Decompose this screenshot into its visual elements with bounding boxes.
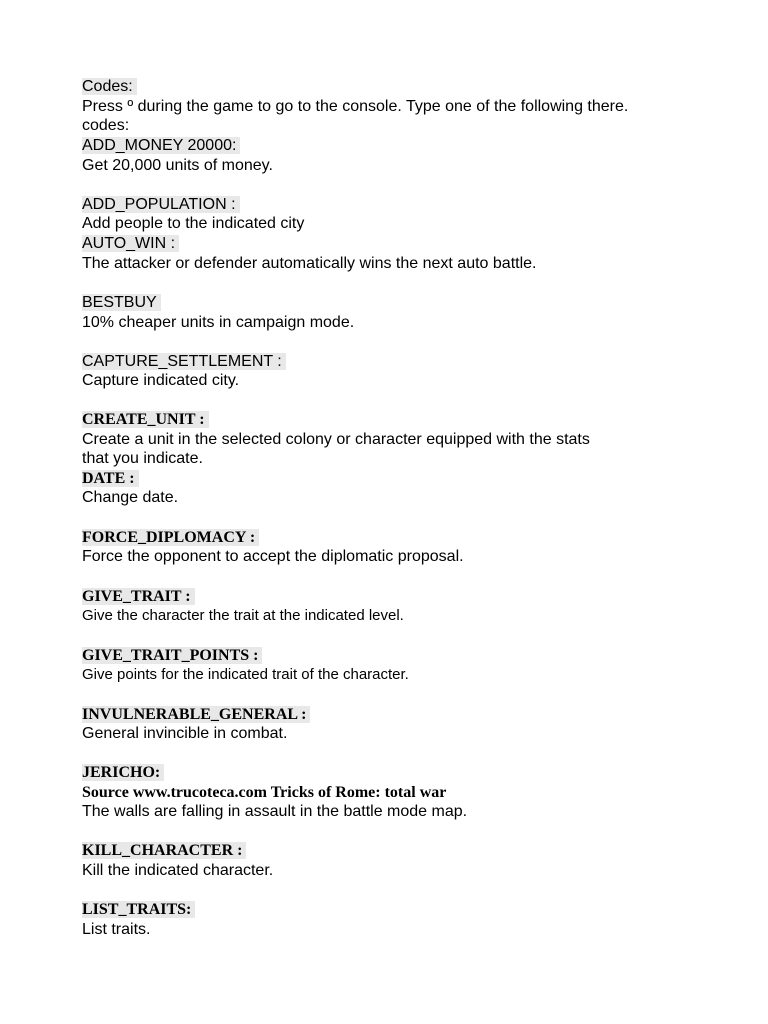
code-capture-settlement-description: Capture indicated city. xyxy=(82,372,240,389)
code-invulnerable-general-description: General invincible in combat. xyxy=(82,725,288,742)
code-give-trait: GIVE_TRAIT : xyxy=(82,588,195,605)
code-capture-settlement: CAPTURE_SETTLEMENT : xyxy=(82,353,286,370)
code-auto-win-description: The attacker or defender automatically wins the next auto battle. xyxy=(82,255,537,272)
code-add-population-description: Add people to the indicated city xyxy=(82,215,305,232)
code-force-diplomacy: FORCE_DIPLOMACY : xyxy=(82,529,259,546)
code-list-traits-description: List traits. xyxy=(82,921,151,938)
code-add-money-description: Get 20,000 units of money. xyxy=(82,157,273,174)
source-note: Source www.trucoteca.com Tricks of Rome: total war xyxy=(82,784,447,801)
code-invulnerable-general: INVULNERABLE_GENERAL : xyxy=(82,706,310,723)
code-add-population: ADD_POPULATION : xyxy=(82,196,240,213)
code-bestbuy-description: 10% cheaper units in campaign mode. xyxy=(82,314,355,331)
code-create-unit-description-2: that you indicate. xyxy=(82,450,203,467)
code-auto-win: AUTO_WIN : xyxy=(82,235,179,252)
code-create-unit-description-1: Create a unit in the selected colony or character equipped with the stats xyxy=(82,431,590,448)
code-kill-character-description: Kill the indicated character. xyxy=(82,862,274,879)
code-jericho: JERICHO: xyxy=(82,764,164,781)
code-create-unit: CREATE_UNIT : xyxy=(82,411,209,428)
code-force-diplomacy-description: Force the opponent to accept the diplomatic proposal. xyxy=(82,548,464,565)
code-jericho-description: The walls are falling in assault in the battle mode map. xyxy=(82,803,468,820)
code-add-money: ADD_MONEY 20000: xyxy=(82,137,240,154)
code-bestbuy: BESTBUY xyxy=(82,294,161,311)
code-give-trait-points: GIVE_TRAIT_POINTS : xyxy=(82,647,262,664)
code-give-trait-points-description: Give points for the indicated trait of the character. xyxy=(82,666,409,683)
codes-label: codes: xyxy=(82,117,130,134)
codes-heading: Codes: xyxy=(82,78,137,95)
code-list-traits: LIST_TRAITS: xyxy=(82,901,195,918)
code-give-trait-description: Give the character the trait at the indicated level. xyxy=(82,607,404,624)
code-kill-character: KILL_CHARACTER : xyxy=(82,842,246,859)
console-instructions: Press º during the game to go to the console. Type one of the following there. xyxy=(82,98,629,115)
code-date: DATE : xyxy=(82,470,139,487)
code-date-description: Change date. xyxy=(82,489,179,506)
